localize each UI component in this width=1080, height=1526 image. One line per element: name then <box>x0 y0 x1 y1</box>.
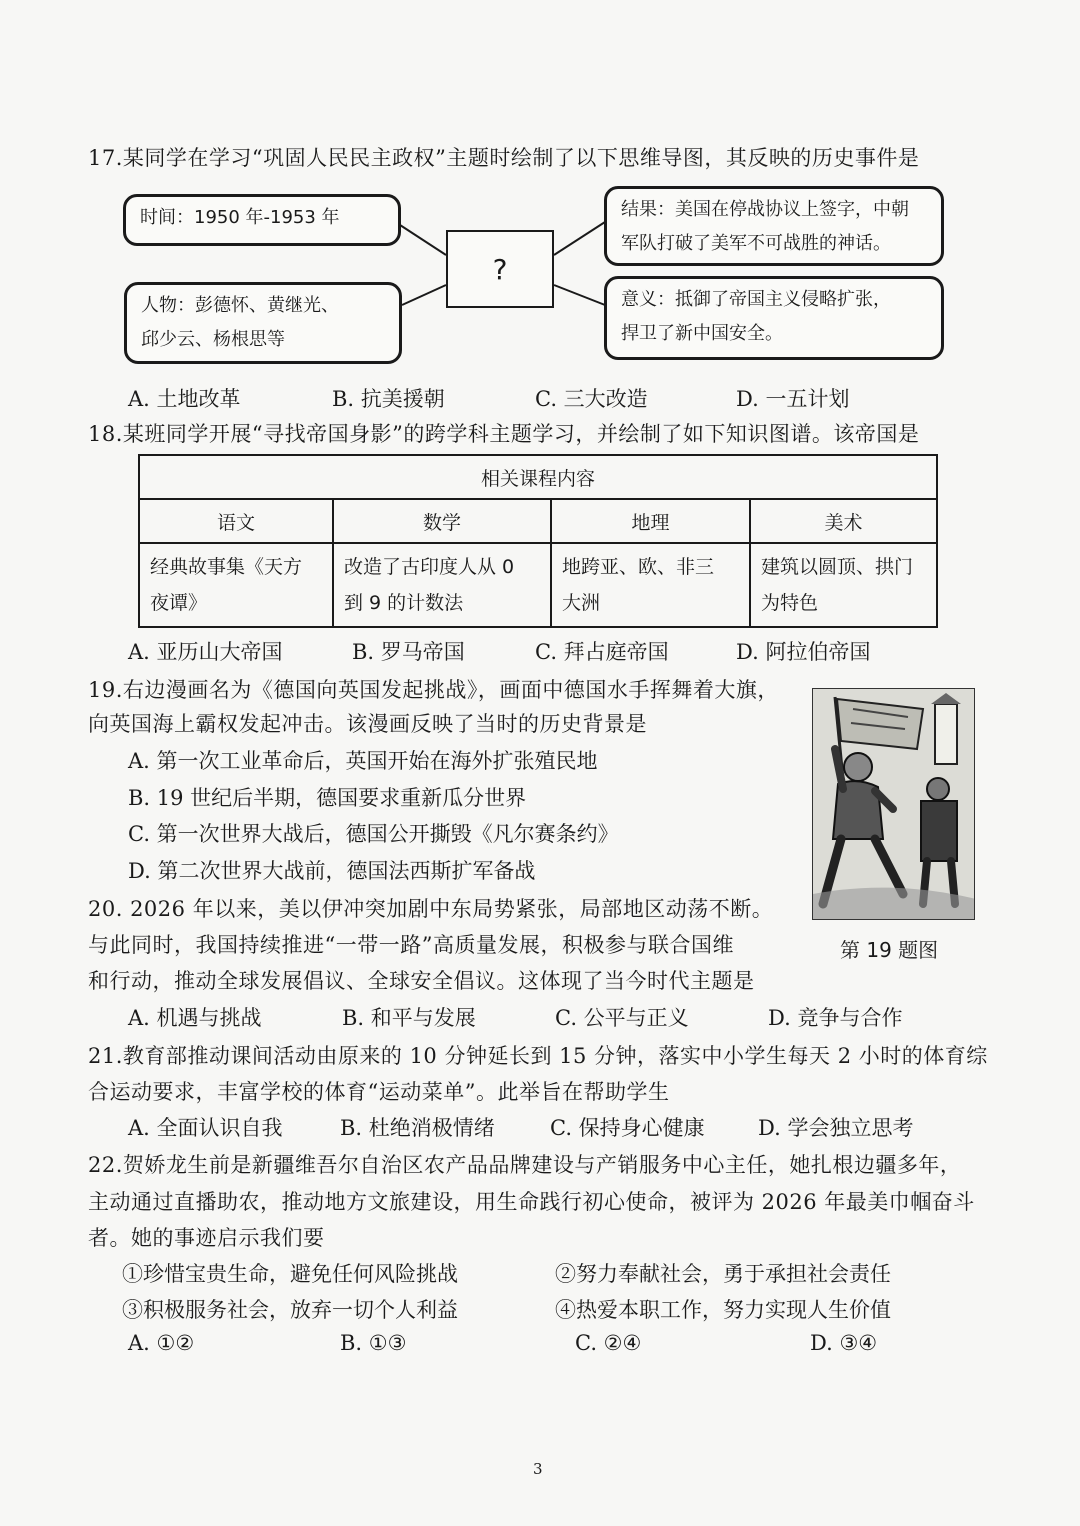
q19-option-a[interactable]: A. 第一次工业革命后，英国开始在海外扩张殖民地 <box>128 749 598 773</box>
q21-option-a[interactable]: A. 全面认识自我 <box>128 1116 283 1140</box>
q22-stem-line2: 主动通过直播助农，推动地方文旅建设，用生命践行初心使命，被评为 2026 年最美巾帼奋斗 <box>88 1190 975 1214</box>
q17-option-c[interactable]: C. 三大改造 <box>535 387 648 411</box>
q21-option-d[interactable]: D. 学会独立思考 <box>758 1116 914 1140</box>
q22-stem-line3: 者。她的事迹启示我们要 <box>88 1226 325 1250</box>
q22-statement-2: ②努力奉献社会，勇于承担社会责任 <box>555 1262 891 1286</box>
table-header-chinese: 语文 <box>139 499 333 543</box>
q21-stem-line1: 21.教育部推动课间活动由原来的 10 分钟延长到 15 分钟，落实中小学生每天 2 小时的体育综 <box>88 1044 988 1068</box>
q20-stem-line3: 和行动，推动全球发展倡议、全球安全倡议。这体现了当今时代主题是 <box>88 969 755 993</box>
q20-option-c[interactable]: C. 公平与正义 <box>555 1006 689 1030</box>
q22-statement-3: ③积极服务社会，放弃一切个人利益 <box>122 1298 458 1322</box>
mindmap-meaning-line1: 意义：抵御了帝国主义侵略扩张， <box>621 289 891 310</box>
q19-option-d[interactable]: D. 第二次世界大战前，德国法西斯扩军备战 <box>128 859 536 883</box>
cartoon-image <box>812 688 975 920</box>
mindmap-people-line2: 邱少云、杨根思等 <box>141 329 285 350</box>
mindmap-meaning-box <box>604 276 944 360</box>
q22-stem-line1: 22.贺娇龙生前是新疆维吾尔自治区农产品品牌建设与产销服务中心主任，她扎根边疆多年， <box>88 1153 962 1177</box>
table-title: 相关课程内容 <box>139 455 937 499</box>
q20-option-b[interactable]: B. 和平与发展 <box>342 1006 476 1030</box>
mindmap-people-box <box>124 282 402 364</box>
q20-stem-line1: 20. 2026 年以来，美以伊冲突加剧中东局势紧张，局部地区动荡不断。 <box>88 897 774 921</box>
mindmap-result-line2: 军队打破了美军不可战胜的神话。 <box>621 233 891 254</box>
cell-line: 到 9 的计数法 <box>344 592 464 614</box>
q18-option-d[interactable]: D. 阿拉伯帝国 <box>736 640 871 664</box>
q22-option-a[interactable]: A. ①② <box>128 1331 195 1355</box>
cell-line: 为特色 <box>761 592 819 614</box>
knowledge-table <box>138 454 938 628</box>
mindmap-people-line1: 人物：彭德怀、黄继光、 <box>141 295 339 316</box>
mindmap-result-line1: 结果：美国在停战协议上签字，中朝 <box>621 199 909 220</box>
q19-stem-line2: 向英国海上霸权发起冲击。该漫画反映了当时的历史背景是 <box>88 712 647 736</box>
q17-stem: 17.某同学在学习“巩固人民民主政权”主题时绘制了以下思维导图，其反映的历史事件是 <box>88 146 920 170</box>
q22-option-d[interactable]: D. ③④ <box>810 1331 878 1355</box>
mindmap-meaning-line2: 捍卫了新中国安全。 <box>621 323 783 344</box>
table-header-art: 美术 <box>750 499 937 543</box>
q22-option-b[interactable]: B. ①③ <box>340 1331 407 1355</box>
q19-stem-line1: 19.右边漫画名为《德国向英国发起挑战》，画面中德国水手挥舞着大旗， <box>88 678 779 702</box>
q18-stem: 18.某班同学开展“寻找帝国身影”的跨学科主题学习，并绘制了如下知识图谱。该帝国是 <box>88 422 920 446</box>
table-header-math: 数学 <box>333 499 551 543</box>
q17-option-b[interactable]: B. 抗美援朝 <box>332 387 445 411</box>
q21-option-c[interactable]: C. 保持身心健康 <box>550 1116 705 1140</box>
q18-option-b[interactable]: B. 罗马帝国 <box>352 640 465 664</box>
q21-stem-line2: 合运动要求，丰富学校的体育“运动菜单”。此举旨在帮助学生 <box>88 1080 670 1104</box>
page-number: 3 <box>533 1460 543 1478</box>
cell-line: 地跨亚、欧、非三 <box>562 556 715 578</box>
mindmap-result-box <box>604 186 944 266</box>
cell-line: 经典故事集《天方 <box>150 556 303 578</box>
q19-option-b[interactable]: B. 19 世纪后半期，德国要求重新瓜分世界 <box>128 786 527 810</box>
q17-option-a[interactable]: A. 土地改革 <box>128 387 241 411</box>
mindmap-time-box <box>123 194 401 246</box>
table-cell-geography <box>551 543 750 627</box>
table-cell-math <box>333 543 551 627</box>
cartoon-illustration <box>813 689 975 920</box>
q21-option-b[interactable]: B. 杜绝消极情绪 <box>340 1116 495 1140</box>
q22-statement-1: ①珍惜宝贵生命，避免任何风险挑战 <box>122 1262 458 1286</box>
q20-option-d[interactable]: D. 竞争与合作 <box>768 1006 903 1030</box>
table-cell-art <box>750 543 937 627</box>
q18-option-a[interactable]: A. 亚历山大帝国 <box>128 640 283 664</box>
table-cell-chinese <box>139 543 333 627</box>
table-header-geography: 地理 <box>551 499 750 543</box>
mindmap-time: 时间：1950 年-1953 年 <box>140 207 340 228</box>
q18-option-c[interactable]: C. 拜占庭帝国 <box>535 640 669 664</box>
mindmap-center-question: ? <box>446 230 554 308</box>
figure-19-caption: 第 19 题图 <box>840 938 939 962</box>
cell-line: 夜谭》 <box>150 592 208 614</box>
q22-option-c[interactable]: C. ②④ <box>575 1331 642 1355</box>
q20-option-a[interactable]: A. 机遇与挑战 <box>128 1006 262 1030</box>
q19-option-c[interactable]: C. 第一次世界大战后，德国公开撕毁《凡尔赛条约》 <box>128 822 619 846</box>
cell-line: 改造了古印度人从 0 <box>344 556 515 578</box>
cell-line: 建筑以圆顶、拱门 <box>761 556 914 578</box>
q17-option-d[interactable]: D. 一五计划 <box>736 387 850 411</box>
q20-stem-line2: 与此同时，我国持续推进“一带一路”高质量发展，积极参与联合国维 <box>88 933 734 957</box>
q22-statement-4: ④热爱本职工作，努力实现人生价值 <box>555 1298 891 1322</box>
cell-line: 大洲 <box>562 592 601 614</box>
